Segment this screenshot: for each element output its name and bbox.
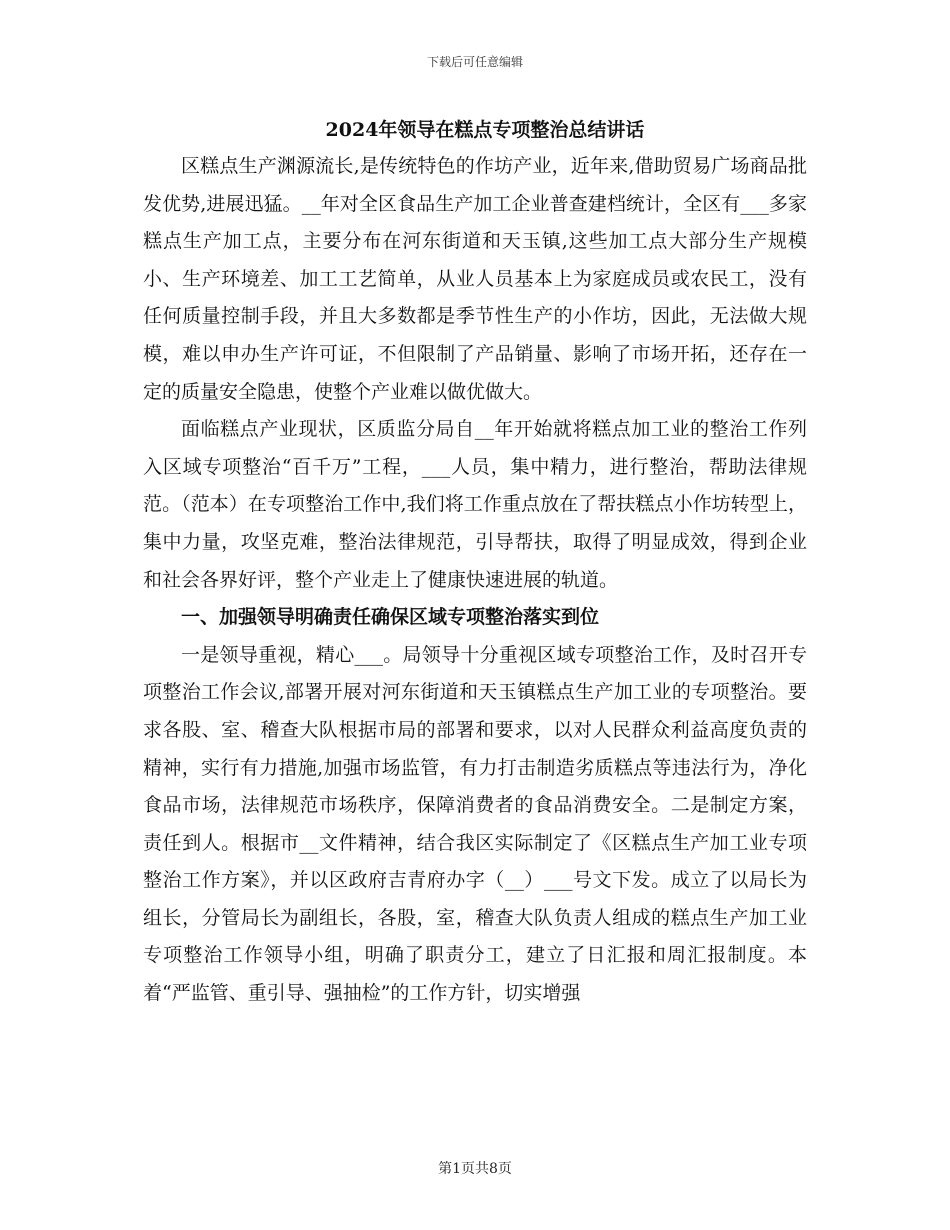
document-title: 2024年领导在糕点专项整治总结讲话 (325, 119, 645, 141)
paragraph-status: 面临糕点产业现状，区质监分局自__年开始就将糕点加工业的整治工作列入区域专项整治“百千万”工程，___人员，集中精力，进行整治，帮助法律规范。（范本）在专项整治工作中,我们将工作重点放在了帮扶糕点小作坊转型上，集中力量，攻坚克难，整治法律规范，引导帮扶，取得了明显成效，得到企业和社会各界好评，整个产业走上了健康快速进展的轨道。 (143, 418, 807, 591)
paragraph-intro: 区糕点生产渊源流长,是传统特色的作坊产业，近年来,借助贸易广场商品批发优势,进展迅猛。__年对全区食品生产加工企业普查建档统计，全区有___多家糕点生产加工点，主要分布在河东街道和天玉镇,这些加工点大部分生产规模小、生产环境差、加工工艺简单，从业人员基本上为家庭成员或农民工，没有任何质量控制手段，并且大多数都是季节性生产的小作坊，因此，无法做大规模，难以申办生产许可证，不但限制了产品销量、影响了市场开拓，还存在一定的质量安全隐患，使整个产业难以做优做大。 (143, 155, 807, 403)
document-body (143, 112, 807, 1013)
page-number: 第1页共8页 (438, 1161, 512, 1177)
section-heading-1: 一、加强领导明确责任确保区域专项整治落实到位 (181, 606, 600, 629)
header-note: 下载后可任意编辑 (426, 55, 523, 69)
paragraph-section-1: 一是领导重视，精心___。局领导十分重视区域专项整治工作，及时召开专项整治工作会议,部署开展对河东街道和天玉镇糕点生产加工业的专项整治。要求各股、室、稽查大队根据市局的部署和要求，以对人民群众利益高度负责的精神，实行有力措施,加强市场监管，有力打击制造劣质糕点等违法行为，净化食品市场，法律规范市场秩序，保障消费者的食品消费安全。二是制定方案，责任到人。根据市__文件精神，结合我区实际制定了《区糕点生产加工业专项整治工作方案》，并以区政府吉青府办字（__）___号文下发。成立了以局长为组长，分管局长为副组长，各股，室，稽查大队负责人组成的糕点生产加工业专项整治工作领导小组，明确了职责分工，建立了日汇报和周汇报制度。本着“严监管、重引导、强抽检”的工作方针，切实增强 (143, 643, 807, 1005)
